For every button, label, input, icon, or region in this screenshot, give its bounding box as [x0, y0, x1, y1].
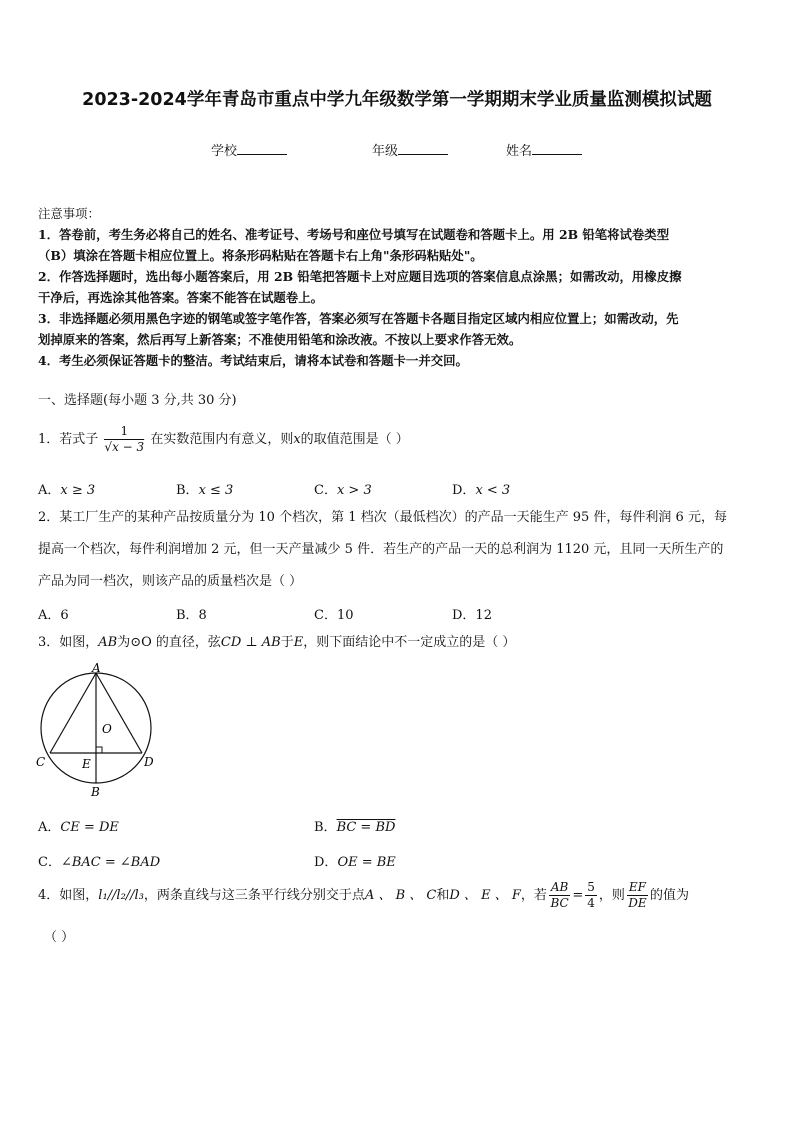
q4-fraction-ab-bc: [549, 880, 570, 911]
q1-option-b[interactable]: [176, 479, 233, 498]
q4-fraction-ef-de: [627, 880, 648, 911]
q1-fraction-den: √x − 3: [104, 440, 145, 454]
segment-ac: [50, 673, 96, 753]
name-label: 姓名: [506, 144, 533, 159]
school-field[interactable]: [211, 140, 287, 159]
note-3a: 3．非选择题必须用黑色字迹的钢笔或签字笔作答，答案必须写在答题卡各题目指定区域内相应位置上；如需改动，先: [38, 311, 679, 326]
q3-text-b: 为⊙O 的直径，弦: [117, 635, 221, 650]
q3-option-b[interactable]: [314, 816, 395, 835]
q1-prefix: 1．若式子: [38, 432, 99, 447]
q1-option-d-label: D．: [452, 483, 476, 498]
question-2: [38, 502, 760, 598]
q4-frac1-den: BC: [550, 896, 569, 910]
q3-option-a-label: A．: [38, 820, 61, 835]
segment-ad: [96, 673, 142, 753]
q1-option-b-label: B．: [176, 483, 199, 498]
q2-option-a[interactable]: A．6: [38, 608, 69, 623]
q4-text-c: ，若: [520, 888, 547, 903]
q1-option-a-label: A．: [38, 483, 61, 498]
q2-line-2: 提高一个档次，每件利润增加 2 元，但一天产量减少 5 件．若生产的产品一天的总利润为 1120 元，且同一天所生产的: [38, 542, 724, 557]
q1-option-a[interactable]: [38, 479, 95, 498]
note-1a: 1．答卷前，考生务必将自己的姓名、准考证号、考场号和座位号填写在试题卷和答题卡上。用 2B 铅笔将试卷类型: [38, 227, 670, 242]
q1-suffix: 的取值范围是（ ）: [300, 432, 409, 447]
question-1: [38, 424, 760, 456]
q2-option-d[interactable]: D．12: [452, 608, 492, 623]
q2-line-1: 2．某工厂生产的某种产品按质量分为 10 个档次，第 1 档次（最低档次）的产品一天能生产 95 件，每件利润 6 元，每: [38, 510, 727, 525]
q3-option-c-label: C．: [38, 855, 61, 870]
name-field[interactable]: [506, 140, 582, 159]
q4-frac2-num: 5: [587, 880, 595, 894]
q1-option-b-text: x ≤ 3: [198, 483, 234, 498]
q1-mid: 在实数范围内有意义，则: [150, 432, 294, 447]
q4-and: 和: [436, 888, 450, 903]
q3-circle-figure: [34, 662, 158, 802]
q4-eq: =: [572, 888, 584, 903]
right-angle-mark: [96, 747, 102, 753]
label-b: B: [91, 785, 100, 799]
q1-option-d[interactable]: [452, 479, 510, 498]
name-blank[interactable]: [532, 142, 582, 155]
q3-option-d-text: OE = BE: [337, 855, 396, 870]
q1-fraction: [104, 424, 144, 455]
notes-heading: 注意事项：: [38, 206, 100, 221]
q4-frac1-num: AB: [550, 880, 569, 894]
q3-e: E: [293, 635, 304, 650]
section-heading: 一、选择题(每小题 3 分,共 30 分): [38, 393, 237, 408]
q1-option-d-text: x < 3: [475, 483, 511, 498]
q3-option-b-text: BC = BD: [336, 820, 396, 835]
note-2b: 干净后，再选涂其他答案。答案不能答在试题卷上。: [38, 290, 323, 305]
grade-label: 年级: [372, 144, 399, 159]
q3-option-d[interactable]: [314, 851, 396, 870]
q3-option-c[interactable]: [38, 851, 160, 870]
q1-option-c[interactable]: [314, 479, 372, 498]
label-e: E: [82, 757, 91, 771]
note-3b: 划掉原来的答案，然后再写上新答案；不准使用铅笔和涂改液。不按以上要求作答无效。: [38, 332, 522, 347]
label-c: C: [36, 755, 46, 769]
q1-option-c-text: x > 3: [336, 483, 372, 498]
q4-text-d: ，则: [598, 888, 625, 903]
q3-text-d: ，则下面结论中不一定成立的是（ ）: [303, 635, 516, 650]
q4-points-1: A 、 B 、 C: [364, 888, 437, 903]
label-d: D: [144, 755, 154, 769]
q3-option-b-label: B．: [314, 820, 337, 835]
exam-title: 2023-2024学年青岛市重点中学九年级数学第一学期期末学业质量监测模拟试题: [82, 90, 712, 110]
q4-parallel-lines: l₁//l₂//l₃: [98, 888, 144, 903]
q4-answer-paren: （ ）: [44, 930, 75, 945]
note-4: 4．考生必须保证答题卡的整洁。考试结束后，请将本试卷和答题卡一并交回。: [38, 353, 468, 368]
note-1b: （B）填涂在答题卡相应位置上。将条形码粘贴在答题卡右上角"条形码粘贴处"。: [38, 248, 483, 263]
school-blank[interactable]: [237, 142, 287, 155]
q4-frac3-num: EF: [628, 880, 646, 894]
q3-text-a: 3．如图，: [38, 635, 99, 650]
q2-line-3: 产品为同一档次，则该产品的质量档次是（ ）: [38, 574, 303, 589]
q2-option-b[interactable]: B．8: [176, 608, 207, 623]
q4-frac2-den: 4: [587, 896, 595, 910]
q3-cd: CD ⊥ AB: [220, 635, 281, 650]
grade-field[interactable]: [372, 140, 448, 159]
notes-block: [38, 203, 760, 371]
question-3: [38, 627, 760, 659]
q4-text-e: 的值为: [650, 888, 690, 903]
q4-frac3-den: DE: [628, 896, 647, 910]
label-o: O: [102, 722, 112, 736]
q4-text-a: 4．如图，: [38, 888, 99, 903]
q2-option-c[interactable]: C．10: [314, 608, 354, 623]
q3-ab: AB: [98, 635, 118, 650]
q1-fraction-num: 1: [104, 424, 144, 440]
question-4: [38, 880, 760, 912]
q1-var: x: [293, 432, 301, 447]
q3-option-a-text: CE = DE: [60, 820, 119, 835]
q3-text-c: 于: [280, 635, 294, 650]
q3-option-a[interactable]: [38, 816, 119, 835]
q1-option-c-label: C．: [314, 483, 337, 498]
q4-text-b: ，两条直线与这三条平行线分别交于点: [143, 888, 365, 903]
q3-option-c-text: ∠BAC = ∠BAD: [60, 855, 161, 870]
q4-fraction-5-4: [585, 880, 597, 911]
q1-radicand: x − 3: [112, 440, 145, 454]
q1-option-a-text: x ≥ 3: [60, 483, 96, 498]
q3-option-d-label: D．: [314, 855, 338, 870]
q4-points-2: D 、 E 、 F: [449, 888, 521, 903]
label-a: A: [92, 662, 101, 675]
note-2a: 2．作答选择题时，选出每小题答案后，用 2B 铅笔把答题卡上对应题目选项的答案信息点涂黑；如需改动，用橡皮擦: [38, 269, 682, 284]
grade-blank[interactable]: [398, 142, 448, 155]
school-label: 学校: [211, 144, 238, 159]
